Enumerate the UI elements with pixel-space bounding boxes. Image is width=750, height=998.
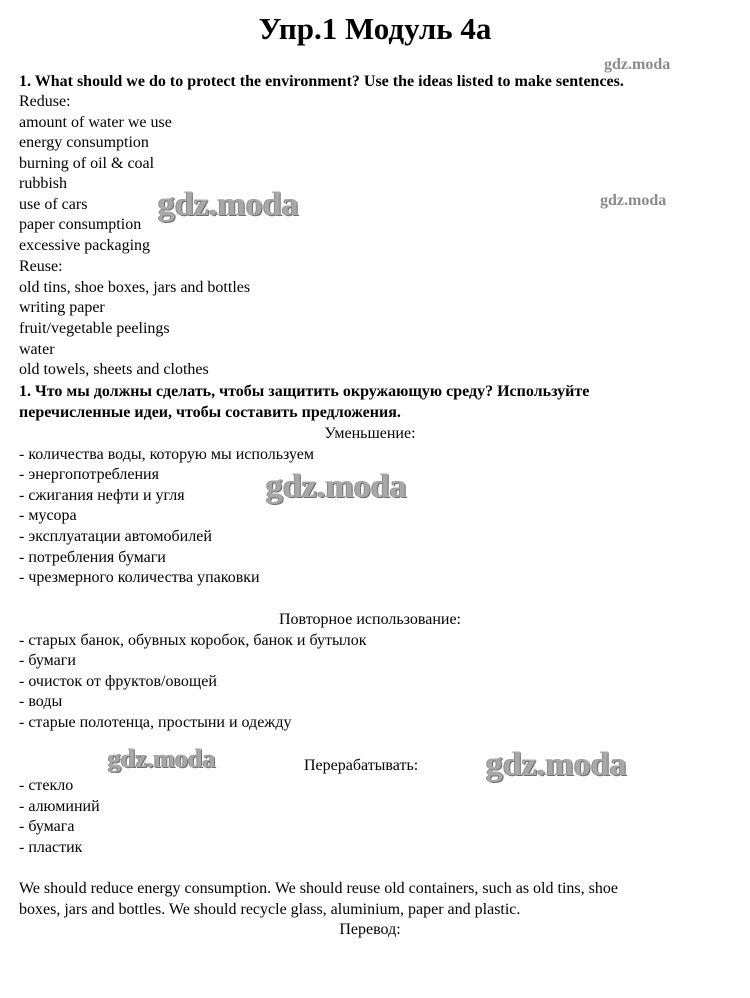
watermark: gdz.moda [158, 186, 299, 223]
list-item: water [19, 341, 55, 358]
list-item: - потребления бумаги [19, 549, 166, 566]
list-item: excessive packaging [19, 237, 151, 254]
list-item: - стекло [19, 777, 74, 794]
list-item: - очисток от фруктов/овощей [19, 673, 217, 690]
list-item: old towels, sheets and clothes [19, 361, 209, 378]
english-question: 1. What should we do to protect the environment? Use the ideas listed to make sentences. [19, 73, 624, 90]
list-item: - мусора [19, 507, 77, 524]
list-item: - количества воды, которую мы используем [19, 446, 315, 463]
translation-label: Перевод: [339, 921, 401, 938]
list-item: - сжигания нефти и угля [19, 487, 185, 504]
list-item: - эксплуатации автомобилей [19, 528, 212, 545]
reduse-label: Reduse: [19, 93, 71, 110]
watermark: gdz.moda [600, 192, 667, 209]
list-item: - старые полотенца, простыни и одежду [19, 714, 292, 731]
list-item: energy consumption [19, 134, 149, 151]
watermark: gdz.moda [486, 746, 627, 783]
reuse-label: Reuse: [19, 258, 63, 275]
list-item: - бумага [19, 818, 75, 835]
list-item: - старых банок, обувных коробок, банок и бутылок [19, 632, 367, 649]
list-item: fruit/vegetable peelings [19, 320, 170, 337]
watermark: gdz.moda [604, 56, 671, 73]
list-item: old tins, shoe boxes, jars and bottles [19, 279, 251, 296]
list-item: rubbish [19, 175, 67, 192]
list-item: - воды [19, 693, 63, 710]
list-item: use of cars [19, 196, 88, 213]
recycle-heading: Перерабатывать: [304, 757, 419, 774]
reuse-heading: Повторное использование: [279, 611, 461, 628]
watermark: gdz.moda [266, 468, 407, 505]
list-item: writing paper [19, 299, 105, 316]
list-item: - чрезмерного количества упаковки [19, 569, 260, 586]
list-item: - бумаги [19, 652, 76, 669]
reduce-heading: Уменьшение: [324, 425, 416, 442]
list-item: paper consumption [19, 216, 142, 233]
russian-question-line1: 1. Что мы должны сделать, чтобы защитить окружающую среду? Используйте [19, 383, 590, 400]
answer-line1: We should reduce energy consumption. We should reuse old containers, such as old tins, shoe [19, 880, 618, 897]
answer-line2: boxes, jars and bottles. We should recycle glass, aluminium, paper and plastic. [19, 901, 521, 918]
list-item: - энергопотребления [19, 466, 159, 483]
list-item: burning of oil & coal [19, 155, 155, 172]
list-item: - пластик [19, 839, 83, 856]
page-title: Упр.1 Модуль 4а [258, 11, 492, 46]
list-item: amount of water we use [19, 114, 172, 131]
watermark: gdz.moda [108, 744, 216, 773]
russian-question-line2: перечисленные идеи, чтобы составить предложения. [19, 404, 401, 421]
list-item: - алюминий [19, 798, 100, 815]
